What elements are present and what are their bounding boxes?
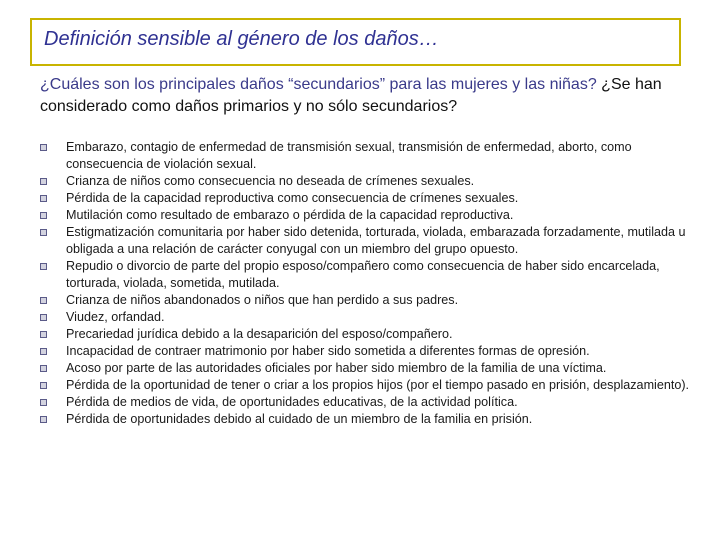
- square-bullet-icon: [40, 178, 47, 185]
- list-item-text: Pérdida de la capacidad reproductiva como consecuencia de crímenes sexuales.: [66, 191, 519, 205]
- square-bullet-icon: [40, 263, 47, 270]
- list-item: [40, 173, 700, 190]
- list-item-text: Precariedad jurídica debido a la desaparición del esposo/compañero.: [66, 327, 453, 341]
- lead-question-rest: ¿Se han considerado como daños primarios y no sólo secundarios?: [40, 76, 662, 115]
- square-bullet-icon: [40, 195, 47, 202]
- list-item-text: Pérdida de la oportunidad de tener o criar a los propios hijos (por el tiempo pasado en prisión, desplazamiento).: [66, 378, 690, 392]
- square-bullet-icon: [40, 314, 47, 321]
- square-bullet-icon: [40, 382, 47, 389]
- lead-question: [40, 74, 700, 118]
- list-item: [40, 360, 700, 377]
- square-bullet-icon: [40, 297, 47, 304]
- list-item: [40, 394, 700, 411]
- list-item-text: Repudio o divorcio de parte del propio esposo/compañero como consecuencia de haber sido encarcelada, torturada, violada, sometida, mutilada.: [66, 259, 660, 290]
- list-item: [40, 224, 700, 258]
- harm-list: [40, 139, 700, 428]
- list-item-text: Viudez, orfandad.: [66, 310, 165, 324]
- list-item-text: Incapacidad de contraer matrimonio por haber sido sometida a diferentes formas de opresión.: [66, 344, 590, 358]
- list-item: [40, 207, 700, 224]
- list-item: [40, 139, 700, 173]
- slide-title: Definición sensible al género de los daños…: [44, 28, 439, 50]
- list-item-text: Pérdida de oportunidades debido al cuidado de un miembro de la familia en prisión.: [66, 412, 533, 426]
- title-underline: [30, 64, 681, 66]
- square-bullet-icon: [40, 212, 47, 219]
- square-bullet-icon: [40, 144, 47, 151]
- square-bullet-icon: [40, 416, 47, 423]
- lead-question-strong: ¿Cuáles son los principales daños “secundarios” para las mujeres y las niñas?: [40, 76, 597, 93]
- list-item: [40, 326, 700, 343]
- list-item-text: Mutilación como resultado de embarazo o pérdida de la capacidad reproductiva.: [66, 208, 514, 222]
- list-item: [40, 377, 700, 394]
- list-item: [40, 343, 700, 360]
- list-item-text: Estigmatización comunitaria por haber sido detenida, torturada, violada, embarazada forzadamente, mutilada u obligada a una relación de carácter conyugal con un miembro del grupo opuesto.: [66, 225, 686, 256]
- list-item-text: Pérdida de medios de vida, de oportunidades educativas, de la actividad política.: [66, 395, 518, 409]
- list-item-text: Acoso por parte de las autoridades oficiales por haber sido miembro de la familia de una víctima.: [66, 361, 607, 375]
- list-item: [40, 411, 700, 428]
- list-item: [40, 309, 700, 326]
- list-item-text: Embarazo, contagio de enfermedad de transmisión sexual, transmisión de enfermedad, aborto, como consecuencia de violación sexual.: [66, 140, 632, 171]
- square-bullet-icon: [40, 348, 47, 355]
- list-item-text: Crianza de niños abandonados o niños que han perdido a sus padres.: [66, 293, 459, 307]
- square-bullet-icon: [40, 399, 47, 406]
- square-bullet-icon: [40, 365, 47, 372]
- list-item-text: Crianza de niños como consecuencia no deseada de crímenes sexuales.: [66, 174, 475, 188]
- square-bullet-icon: [40, 331, 47, 338]
- square-bullet-icon: [40, 229, 47, 236]
- list-item: [40, 292, 700, 309]
- list-item: [40, 190, 700, 207]
- list-item: [40, 258, 700, 292]
